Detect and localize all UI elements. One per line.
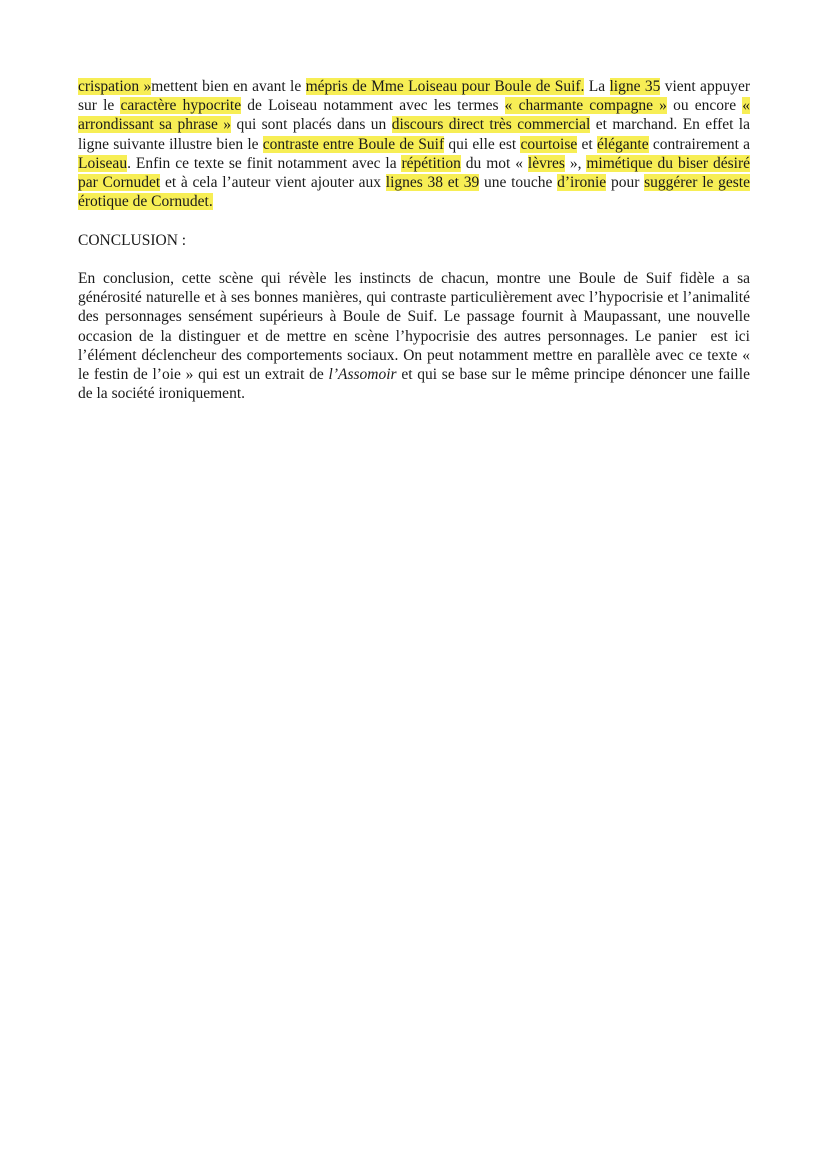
text-segment: La — [584, 78, 610, 95]
text-segment: En conclusion, cette scène qui révèle les instincts de chacun, montre une Boule de Suif fidèle a sa générosité naturelle et à ses bonnes manières, qui contraste particulièrement avec l’hypocrisie et l’animalité des personnages sensément supérieurs à Boule de Suif. Le passage fournit à Maupassant, une nouvelle occasion de la distinguer et de mettre en scène l’hypocrisie des autres personnages. Le panier est ici l’élément déclencheur des comportements sociaux. On peut notamment mettre en parallèle avec ce texte « le festin de l’oie » qui est un extrait de — [78, 270, 750, 384]
highlighted-text: élégante — [596, 135, 649, 153]
highlighted-text: lèvres — [527, 154, 565, 172]
highlighted-text: caractère hypocrite — [120, 97, 242, 115]
highlighted-text: ligne 35 — [609, 78, 661, 95]
highlighted-text: « charmante compagne » — [504, 97, 667, 115]
conclusion-heading — [78, 231, 750, 250]
highlighted-text: contraste entre Boule de Suif — [262, 135, 445, 153]
text-segment: . Enfin ce texte se finit notamment avec la — [127, 154, 402, 172]
highlighted-text: répétition — [401, 154, 461, 172]
text-segment: et — [577, 135, 597, 153]
highlighted-text: « arrondissant sa phrase » — [78, 97, 751, 134]
text-segment: CONCLUSION : — [78, 231, 187, 249]
text-segment: du mot « — [460, 154, 528, 172]
text-segment: une touche — [479, 174, 558, 192]
text-segment: l’Assomoir — [328, 366, 397, 384]
text-segment: et qui se base sur le même principe dénoncer une faille de la société ironiquement. — [78, 366, 750, 403]
highlighted-text: suggérer le geste érotique de Cornudet. — [78, 174, 750, 211]
text-segment: qui elle est — [444, 135, 521, 153]
text-segment: pour — [606, 174, 645, 192]
analysis-paragraph — [78, 77, 750, 211]
highlighted-text: courtoise — [520, 135, 578, 153]
text-segment: qui sont placés dans un — [231, 116, 392, 134]
highlighted-text: d’ironie — [557, 174, 607, 192]
text-segment: », — [564, 154, 587, 172]
text-segment: mettent bien en avant le — [151, 78, 306, 95]
highlighted-text: mimétique du biser désiré par Cornudet — [78, 154, 750, 192]
text-segment: et marchand. En effet la ligne suivante illustre bien le — [78, 116, 750, 153]
document-body — [78, 77, 750, 423]
text-segment: vient appuyer sur le — [78, 78, 750, 115]
conclusion-paragraph — [78, 269, 750, 403]
text-segment: et à cela l’auteur vient ajouter aux — [160, 174, 386, 192]
highlighted-text: Loiseau — [78, 154, 128, 172]
text-segment: ou encore — [666, 97, 743, 115]
highlighted-text: lignes 38 et 39 — [385, 174, 480, 192]
highlighted-text: crispation » — [78, 78, 152, 95]
text-segment: contrairement a — [648, 135, 750, 153]
highlighted-text: discours direct très commercial — [391, 116, 591, 134]
text-segment: de Loiseau notamment avec les termes — [241, 97, 505, 115]
highlighted-text: mépris de Mme Loiseau pour Boule de Suif. — [305, 78, 585, 95]
